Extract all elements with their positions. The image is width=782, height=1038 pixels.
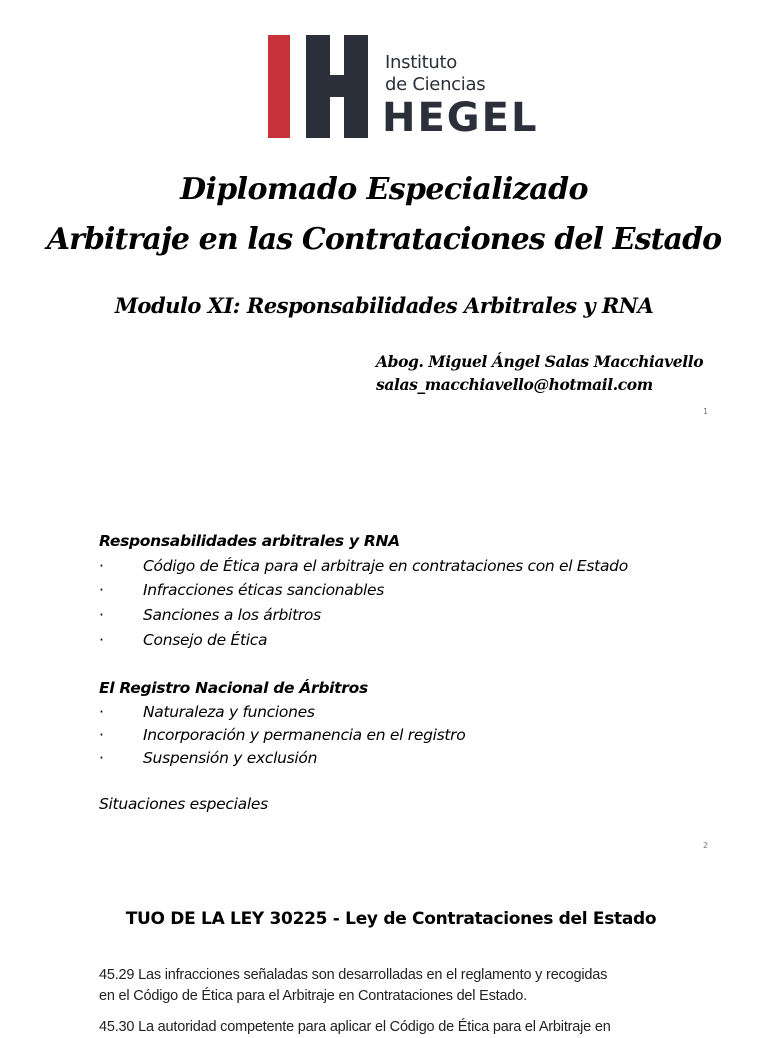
- section-title-situaciones: Situaciones especiales: [99, 795, 268, 813]
- law-paragraph-4529: [99, 965, 699, 1007]
- list-item: [99, 701, 315, 723]
- paragraph-line: 45.30 La autoridad competente para aplicar el Código de Ética para el Arbitraje en: [99, 1019, 611, 1035]
- bullet: ·: [99, 581, 104, 599]
- module-title: Modulo XI: Responsabilidades Arbitrales y RNA: [114, 293, 654, 318]
- list-item-text: Código de Ética para el arbitraje en contrataciones con el Estado: [143, 557, 628, 575]
- list-item: [99, 579, 384, 601]
- logo-brand: HEGEL: [382, 95, 539, 141]
- list-item-text: Infracciones éticas sancionables: [143, 581, 385, 599]
- bullet: ·: [99, 703, 104, 721]
- logo-line-2: de Ciencias: [385, 74, 486, 95]
- section-title-responsabilidades: Responsabilidades arbitrales y RNA: [99, 532, 400, 550]
- list-item-text: Naturaleza y funciones: [143, 703, 315, 721]
- list-item-text: Consejo de Ética: [143, 631, 268, 649]
- list-item: [99, 629, 267, 651]
- title-line-2: Arbitraje en las Contrataciones del Estado: [46, 222, 722, 257]
- bullet: ·: [99, 557, 104, 575]
- page-number-2: 2: [703, 841, 709, 850]
- title-line-1: Diplomado Especializado: [180, 172, 588, 207]
- law-heading: TUO DE LA LEY 30225 - Ley de Contrataciones del Estado: [125, 909, 657, 929]
- list-item: [99, 747, 317, 769]
- author-email: salas_macchiavello@hotmail.com: [376, 375, 653, 394]
- list-item: [99, 555, 628, 577]
- list-item-text: Incorporación y permanencia en el registro: [143, 726, 466, 744]
- bullet: ·: [99, 606, 104, 624]
- paragraph-line: en el Código de Ética para el Arbitraje en Contrataciones del Estado.: [99, 988, 527, 1004]
- list-item-text: Sanciones a los árbitros: [143, 606, 321, 624]
- list-item-text: Suspensión y exclusión: [143, 749, 318, 767]
- list-item: [99, 604, 321, 626]
- bullet: ·: [99, 726, 104, 744]
- list-item: [99, 724, 465, 746]
- section-title-registro: El Registro Nacional de Árbitros: [99, 679, 368, 697]
- author-name: Abog. Miguel Ángel Salas Macchiavello: [376, 352, 704, 371]
- logo-h-crossbar: [306, 75, 368, 97]
- bullet: ·: [99, 749, 104, 767]
- logo-red-bar: [268, 35, 290, 138]
- logo-line-1: Instituto: [385, 52, 457, 73]
- hegel-logo: [268, 35, 540, 139]
- page-number-1: 1: [703, 407, 709, 416]
- law-paragraph-4530: [99, 1017, 699, 1038]
- paragraph-line: 45.29 Las infracciones señaladas son desarrolladas en el reglamento y recogidas: [99, 967, 608, 983]
- bullet: ·: [99, 631, 104, 649]
